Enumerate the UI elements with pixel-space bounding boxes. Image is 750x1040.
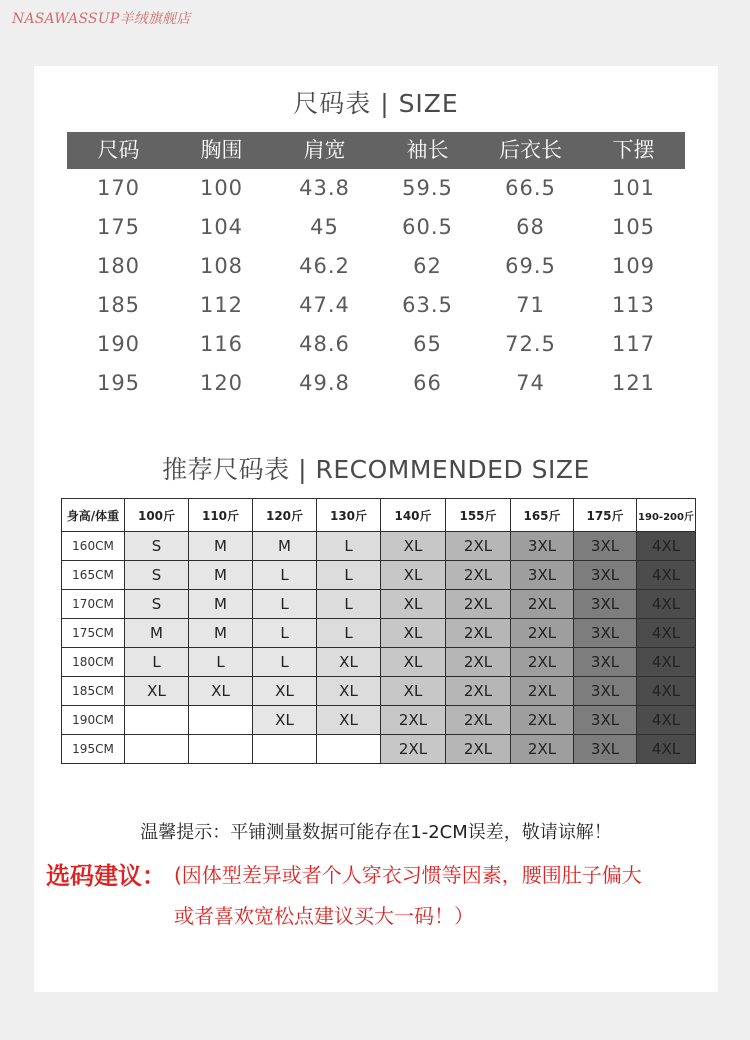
recommended-size-cell: XL xyxy=(381,561,446,590)
recommended-size-cell: 2XL xyxy=(511,677,574,706)
size-chart-cell: 66 xyxy=(413,371,442,395)
recommended-size-cell: 3XL xyxy=(511,532,574,561)
size-chart-table xyxy=(67,132,685,403)
weight-header-cell: 110斤 xyxy=(189,499,253,532)
size-chart-row xyxy=(67,364,685,403)
recommended-size-cell: 3XL xyxy=(574,532,637,561)
size-chart-cell: 108 xyxy=(199,254,244,278)
size-chart-cell: 113 xyxy=(611,293,656,317)
recommended-row xyxy=(62,532,696,561)
size-chart-cell: 104 xyxy=(199,215,244,239)
recommended-size-cell: S xyxy=(125,532,189,561)
recommended-size-cell: L xyxy=(317,590,381,619)
recommended-size-cell: L xyxy=(253,648,317,677)
weight-header-cell: 175斤 xyxy=(574,499,637,532)
recommended-size-cell: L xyxy=(253,619,317,648)
height-cell: 175CM xyxy=(62,619,125,648)
recommended-size-cell: 4XL xyxy=(637,619,696,648)
height-cell: 170CM xyxy=(62,590,125,619)
recommended-row xyxy=(62,619,696,648)
recommended-size-cell: 3XL xyxy=(511,561,574,590)
recommended-size-cell: 2XL xyxy=(511,706,574,735)
recommended-size-title: 推荐尺码表 | RECOMMENDED SIZE xyxy=(162,455,590,484)
recommended-size-cell: XL xyxy=(253,677,317,706)
recommended-size-cell: S xyxy=(125,561,189,590)
size-chart-cell: 175 xyxy=(96,215,141,239)
recommended-size-cell: XL xyxy=(317,706,381,735)
recommended-size-cell: 4XL xyxy=(637,648,696,677)
size-chart-row xyxy=(67,208,685,247)
recommended-size-cell: M xyxy=(125,619,189,648)
recommended-header-row xyxy=(62,499,696,532)
size-chart-cell: 185 xyxy=(96,293,141,317)
recommended-size-cell: 2XL xyxy=(511,735,574,764)
recommended-size-cell: XL xyxy=(253,706,317,735)
recommended-size-cell: L xyxy=(317,619,381,648)
recommended-size-cell: 4XL xyxy=(637,706,696,735)
size-advice-label: 选码建议： xyxy=(46,862,166,890)
weight-header-cell: 120斤 xyxy=(253,499,317,532)
recommended-size-cell: 2XL xyxy=(511,619,574,648)
recommended-size-cell xyxy=(189,706,253,735)
recommended-size-cell: 3XL xyxy=(574,590,637,619)
weight-header-cell: 140斤 xyxy=(381,499,446,532)
size-chart-cell: 109 xyxy=(611,254,656,278)
recommended-size-cell: 2XL xyxy=(446,735,511,764)
header-cell-chest: 胸围 xyxy=(200,138,243,162)
header-cell-size: 尺码 xyxy=(97,138,140,162)
recommended-size-cell: M xyxy=(253,532,317,561)
size-chart-cell: 68 xyxy=(516,215,545,239)
height-weight-corner-cell: 身高/体重 xyxy=(62,499,125,532)
height-cell: 180CM xyxy=(62,648,125,677)
size-advice-line-1: (因体型差异或者个人穿衣习惯等因素，腰围肚子偏大 xyxy=(174,863,642,887)
recommended-size-cell: 2XL xyxy=(381,735,446,764)
recommended-size-cell: 3XL xyxy=(574,706,637,735)
height-cell: 160CM xyxy=(62,532,125,561)
recommended-size-cell: 2XL xyxy=(446,619,511,648)
measurement-tip: 温馨提示：平铺测量数据可能存在1-2CM误差，敬请谅解！ xyxy=(140,822,612,843)
recommended-row xyxy=(62,561,696,590)
size-chart-row xyxy=(67,286,685,325)
recommended-size-cell: 2XL xyxy=(446,590,511,619)
size-chart-cell: 100 xyxy=(199,176,244,200)
size-chart-row xyxy=(67,325,685,364)
recommended-size-cell: XL xyxy=(381,648,446,677)
size-chart-cell: 74 xyxy=(516,371,545,395)
size-chart-row xyxy=(67,247,685,286)
recommended-size-cell: L xyxy=(189,648,253,677)
size-chart-cell: 48.6 xyxy=(299,332,350,356)
recommended-size-cell: 2XL xyxy=(446,532,511,561)
height-cell: 185CM xyxy=(62,677,125,706)
recommended-size-cell: 4XL xyxy=(637,735,696,764)
size-chart-cell: 120 xyxy=(199,371,244,395)
recommended-size-cell: XL xyxy=(317,677,381,706)
header-cell-hem: 下摆 xyxy=(612,138,655,162)
recommended-size-cell xyxy=(125,735,189,764)
recommended-size-cell: 3XL xyxy=(574,735,637,764)
recommended-size-cell: M xyxy=(189,532,253,561)
size-chart-cell: 59.5 xyxy=(402,176,453,200)
recommended-size-cell: XL xyxy=(381,677,446,706)
size-chart-cell: 62 xyxy=(413,254,442,278)
header-cell-shoulder: 肩宽 xyxy=(303,138,346,162)
weight-header-cell: 165斤 xyxy=(511,499,574,532)
recommended-size-cell: 2XL xyxy=(511,590,574,619)
height-cell: 190CM xyxy=(62,706,125,735)
height-cell: 195CM xyxy=(62,735,125,764)
weight-header-cell: 130斤 xyxy=(317,499,381,532)
size-chart-cell: 63.5 xyxy=(402,293,453,317)
recommended-size-cell: 2XL xyxy=(511,648,574,677)
size-chart-cell: 69.5 xyxy=(505,254,556,278)
recommended-size-cell: L xyxy=(253,561,317,590)
recommended-row xyxy=(62,648,696,677)
size-chart-cell: 121 xyxy=(611,371,656,395)
size-chart-cell: 105 xyxy=(611,215,656,239)
recommended-size-cell: 4XL xyxy=(637,532,696,561)
size-chart-cell: 60.5 xyxy=(402,215,453,239)
header-cell-length: 后衣长 xyxy=(499,138,562,162)
size-chart-cell: 71 xyxy=(516,293,545,317)
weight-header-cell: 100斤 xyxy=(125,499,189,532)
size-advice-line-2: 或者喜欢宽松点建议买大一码！） xyxy=(174,904,474,928)
recommended-row xyxy=(62,735,696,764)
store-watermark: NASAWASSUP羊绒旗舰店 xyxy=(12,11,191,27)
size-chart-title: 尺码表 | SIZE xyxy=(293,89,459,118)
recommended-size-cell xyxy=(125,706,189,735)
recommended-size-cell: L xyxy=(125,648,189,677)
recommended-size-cell: 3XL xyxy=(574,619,637,648)
recommended-size-cell: 4XL xyxy=(637,561,696,590)
recommended-size-cell: L xyxy=(317,561,381,590)
size-chart-cell: 46.2 xyxy=(299,254,350,278)
recommended-size-cell xyxy=(253,735,317,764)
weight-header-cell: 155斤 xyxy=(446,499,511,532)
size-chart-cell: 116 xyxy=(199,332,244,356)
recommended-size-cell xyxy=(317,735,381,764)
size-chart-cell: 45 xyxy=(310,215,339,239)
size-chart-body xyxy=(67,169,685,403)
size-chart-cell: 49.8 xyxy=(299,371,350,395)
recommended-size-cell: 2XL xyxy=(446,561,511,590)
recommended-size-cell: 2XL xyxy=(381,706,446,735)
recommended-size-cell: XL xyxy=(381,590,446,619)
recommended-size-cell: 3XL xyxy=(574,677,637,706)
size-chart-cell: 43.8 xyxy=(299,176,350,200)
recommended-size-cell: XL xyxy=(317,648,381,677)
size-chart-row xyxy=(67,169,685,208)
size-chart-header-row xyxy=(67,132,685,169)
header-cell-sleeve: 袖长 xyxy=(406,138,449,162)
size-chart-cell: 190 xyxy=(96,332,141,356)
recommended-size-cell: L xyxy=(317,532,381,561)
size-chart-cell: 66.5 xyxy=(505,176,556,200)
size-chart-cell: 112 xyxy=(199,293,244,317)
recommended-size-cell: M xyxy=(189,590,253,619)
size-chart-cell: 101 xyxy=(611,176,656,200)
recommended-size-cell: 2XL xyxy=(446,677,511,706)
recommended-size-cell: M xyxy=(189,619,253,648)
recommended-size-grid xyxy=(61,498,696,764)
size-chart-cell: 117 xyxy=(611,332,656,356)
recommended-size-cell xyxy=(189,735,253,764)
recommended-size-cell: 4XL xyxy=(637,677,696,706)
recommended-size-cell: 2XL xyxy=(446,648,511,677)
size-chart-cell: 65 xyxy=(413,332,442,356)
recommended-size-cell: S xyxy=(125,590,189,619)
recommended-size-cell: XL xyxy=(381,532,446,561)
recommended-size-cell: M xyxy=(189,561,253,590)
recommended-size-cell: 2XL xyxy=(446,706,511,735)
size-chart-cell: 195 xyxy=(96,371,141,395)
recommended-size-cell: 3XL xyxy=(574,561,637,590)
size-guide-card xyxy=(34,66,718,992)
recommended-row xyxy=(62,677,696,706)
weight-header-cell: 190-200斤 xyxy=(637,499,696,532)
recommended-size-cell: L xyxy=(253,590,317,619)
size-chart-cell: 72.5 xyxy=(505,332,556,356)
size-chart-cell: 170 xyxy=(96,176,141,200)
recommended-size-cell: XL xyxy=(381,619,446,648)
recommended-row xyxy=(62,706,696,735)
recommended-size-cell: 4XL xyxy=(637,590,696,619)
recommended-size-cell: XL xyxy=(189,677,253,706)
recommended-row xyxy=(62,590,696,619)
size-chart-cell: 47.4 xyxy=(299,293,350,317)
height-cell: 165CM xyxy=(62,561,125,590)
recommended-size-cell: XL xyxy=(125,677,189,706)
size-chart-cell: 180 xyxy=(96,254,141,278)
recommended-size-cell: 3XL xyxy=(574,648,637,677)
